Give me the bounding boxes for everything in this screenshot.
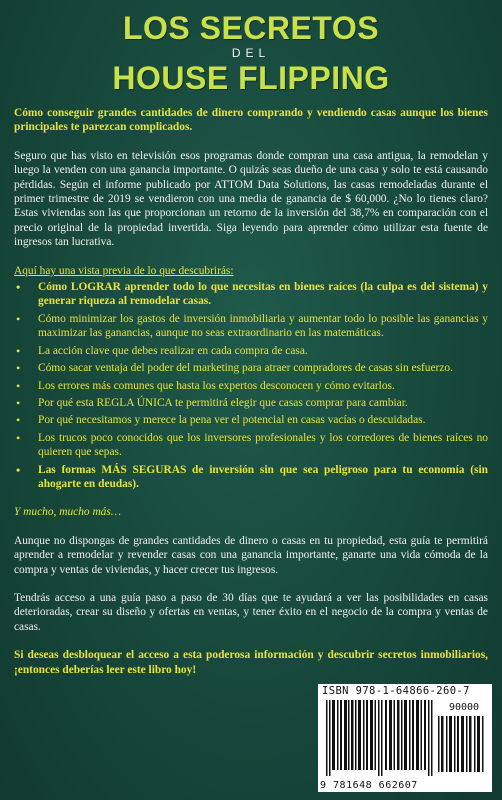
title-line-3: HOUSE FLIPPING <box>112 60 390 96</box>
isbn-barcode <box>318 684 492 792</box>
bullet-icon: • <box>16 343 21 358</box>
title-line-1: LOS SECRETOS <box>122 10 380 46</box>
list-item <box>14 431 488 460</box>
closing-call: Si deseas desbloquear el acceso a esta poderosa información y descubrir secretos inmobiliarios, ¡entonces deberías leer este libro hoy! <box>14 649 488 676</box>
list-item-text: Cómo minimizar los gastos de inversión inmobiliaria y aumentar todo lo posible las ganancias y maximizar las ganancias, aunque no seas extraordinario en las matemáticas. <box>38 312 488 340</box>
cover-title <box>0 0 502 94</box>
isbn-number: ISBN 978-1-64866-260-7 <box>322 685 470 697</box>
list-item-text: Los errores más comunes que hasta los expertos desconocen y cómo evitarlos. <box>38 379 395 392</box>
list-item <box>14 396 488 410</box>
more-text: Y mucho, mucho más… <box>14 506 121 519</box>
bullet-icon: • <box>16 395 21 410</box>
list-item-text: Las formas MÁS SEGURAS de inversión sin que sea peligroso para tu economía (sin ahogarte en deudas). <box>38 463 488 490</box>
intro-paragraph: Seguro que has visto en televisión esos programas donde compran una casa antigua, la remodelan y luego la venden con una ganancia importante. O quizás seas dueño de una casa y solo te está causando pérdidas. Según el informe publicado por ATTOM Data Solutions, las casas remodeladas durante el primer trimestre de 2019 se vendieron con una media de ganancia de $ 60,000. ¿No lo tienes claro? Estas viviendas son las que proporcionan un retorno de la inversión del 38,7% en comparación con el precio original de la propiedad invertida. Siga leyendo para aprender cómo utilizar esta fuente de ingresos tan lucrativa. <box>14 149 488 249</box>
bullet-icon: • <box>16 280 21 295</box>
bullet-icon: • <box>16 430 21 445</box>
ean-barcode-icon <box>326 700 434 776</box>
back-cover-text <box>14 106 488 691</box>
addon-barcode-icon <box>438 716 486 772</box>
list-item-text: Por qué necesitamos y merece la pena ver el potencial en casas vacías o descuidadas. <box>38 414 426 427</box>
list-item <box>14 413 488 427</box>
list-item-text: Por qué esta REGLA ÚNICA te permitirá elegir que casas comprar para cambiar. <box>38 396 408 409</box>
title-line-2: DEL <box>231 46 271 60</box>
bullet-icon: • <box>16 361 21 376</box>
list-item <box>14 361 488 375</box>
tagline: Cómo conseguir grandes cantidades de dinero comprando y vendiendo casas aunque los bienes principales te parezcan complicados. <box>14 107 488 134</box>
list-item <box>14 344 488 358</box>
preview-heading: Aquí hay una vista previa de lo que descubrirás: <box>14 264 234 277</box>
ean-digits: 9 781648 662607 <box>320 780 418 791</box>
list-item <box>14 463 488 492</box>
list-item-text: La acción clave que debes realizar en cada compra de casa. <box>38 344 308 357</box>
bullet-icon: • <box>16 462 21 477</box>
list-item <box>14 312 488 341</box>
bullet-icon: • <box>16 378 21 393</box>
bullet-icon: • <box>16 413 21 428</box>
bullet-icon: • <box>16 311 21 326</box>
body-paragraph-3: Tendrás acceso a una guía paso a paso de 30 días que te ayudará a ver las posibilidades en casas deterioradas, crear su diseño y ofertas en ventas, y tener éxito en el negocio de la compra y ventas de casas. <box>14 591 488 633</box>
price-code: 90000 <box>448 702 480 713</box>
list-item-text: Cómo LOGRAR aprender todo lo que necesitas en bienes raíces (la culpa es del sistema) y generar riqueza al remodelar casas. <box>38 281 488 308</box>
list-item-text: Los trucos poco conocidos que los inversores profesionales y los corredores de bienes raíces no quieren que sepas. <box>38 431 488 459</box>
body-paragraph-2: Aunque no dispongas de grandes cantidades de dinero o casas en tu propiedad, esta guía te permitirá aprender a remodelar y revender casas con una ganancia importante, ganarte una vida cómoda de la compra y ventas de viviendas, y hacer crecer tus ingresos. <box>14 534 488 576</box>
list-item <box>14 379 488 393</box>
preview-list <box>14 280 488 491</box>
list-item-text: Cómo sacar ventaja del poder del marketing para atraer compradores de casas sin esfuerzo. <box>38 362 453 375</box>
list-item <box>14 280 488 309</box>
